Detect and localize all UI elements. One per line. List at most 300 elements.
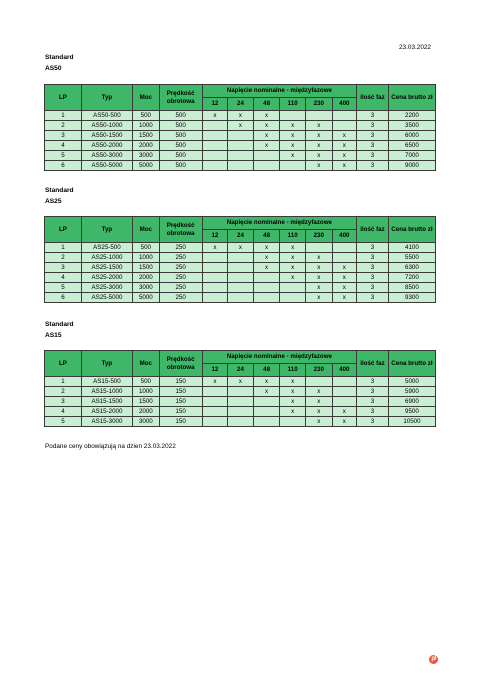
- cell-voltage-mark: x: [202, 377, 228, 387]
- cell-voltage-mark: [305, 111, 332, 121]
- cell-voltage-mark: x: [305, 417, 332, 427]
- cell-voltage-mark: x: [280, 121, 306, 131]
- cell-obroty: 150: [159, 417, 202, 427]
- cell-moc: 500: [133, 111, 160, 121]
- section-standard-label: Standard: [45, 54, 74, 61]
- cell-voltage-mark: x: [305, 141, 332, 151]
- cell-voltage-mark: [202, 161, 228, 171]
- cell-voltage-mark: x: [305, 121, 332, 131]
- header-voltage-text: 24: [237, 100, 244, 107]
- table-header-row: [45, 217, 436, 230]
- cell-typ: AS50-500: [81, 111, 132, 121]
- cell-voltage-mark: [202, 387, 228, 397]
- cell-obroty: 500: [159, 161, 202, 171]
- cell-voltage-mark: x: [280, 253, 306, 263]
- header-moc: [133, 85, 160, 111]
- cell-lp: 5: [45, 283, 82, 293]
- section-model-label: AS25: [45, 197, 62, 205]
- cell-voltage-mark: [280, 417, 306, 427]
- cell-fazy: 3: [357, 161, 389, 171]
- cell-voltage-mark: x: [280, 151, 306, 161]
- cell-voltage-mark: [253, 397, 280, 407]
- cell-voltage-mark: x: [253, 263, 280, 273]
- cell-lp: 5: [45, 417, 82, 427]
- cell-voltage-mark: x: [280, 387, 306, 397]
- header-voltage: [332, 364, 357, 377]
- cell-moc: 5000: [133, 293, 160, 303]
- table-row: [45, 131, 436, 141]
- cell-voltage-mark: x: [280, 273, 306, 283]
- section-standard-label: Standard: [45, 187, 74, 194]
- cell-moc: 1500: [133, 131, 160, 141]
- cell-obroty: 250: [159, 273, 202, 283]
- cell-moc: 1500: [133, 263, 160, 273]
- cell-voltage-mark: x: [305, 293, 332, 303]
- table-row: [45, 151, 436, 161]
- section-label: [45, 320, 74, 341]
- header-moc-text: Moc: [139, 359, 152, 367]
- price-table-as50: [44, 84, 436, 171]
- cell-voltage-mark: x: [253, 141, 280, 151]
- cell-voltage-mark: x: [228, 243, 254, 253]
- cell-obroty: 250: [159, 243, 202, 253]
- header-ilosc-faz: [357, 217, 389, 243]
- cell-voltage-mark: x: [305, 407, 332, 417]
- cell-obroty: 150: [159, 387, 202, 397]
- header-napiecie-text: Napięcie nominalne - międzyfazowe: [226, 219, 332, 226]
- header-voltage-text: 400: [339, 232, 350, 239]
- price-validity-note: Podane ceny obowiązują na dzien 23.03.2022: [45, 443, 176, 450]
- cell-voltage-mark: x: [280, 243, 306, 253]
- cell-lp: 2: [45, 387, 82, 397]
- header-moc: [133, 351, 160, 377]
- cell-fazy: 3: [357, 377, 389, 387]
- header-voltage: [305, 230, 332, 243]
- cell-voltage-mark: x: [253, 131, 280, 141]
- header-voltage: [228, 364, 254, 377]
- cell-voltage-mark: [280, 111, 306, 121]
- header-napiecie-text: Napięcie nominalne - międzyfazowe: [226, 353, 332, 360]
- cell-voltage-mark: [228, 253, 254, 263]
- header-typ: [81, 217, 132, 243]
- cell-voltage-mark: x: [228, 377, 254, 387]
- lento-watermark-logo: [386, 651, 438, 669]
- cell-voltage-mark: [228, 407, 254, 417]
- cell-voltage-mark: [280, 293, 306, 303]
- header-typ: [81, 85, 132, 111]
- cell-typ: AS50-1000: [81, 121, 132, 131]
- cell-cena: 7200: [388, 273, 435, 283]
- cell-fazy: 3: [357, 273, 389, 283]
- cell-voltage-mark: x: [280, 377, 306, 387]
- cell-voltage-mark: x: [305, 387, 332, 397]
- cell-cena: 5900: [388, 387, 435, 397]
- cell-fazy: 3: [357, 141, 389, 151]
- header-moc-text: Moc: [139, 225, 152, 233]
- cell-obroty: 250: [159, 253, 202, 263]
- cell-lp: 2: [45, 121, 82, 131]
- table-row: [45, 397, 436, 407]
- cell-obroty: 150: [159, 407, 202, 417]
- cell-voltage-mark: x: [228, 121, 254, 131]
- cell-voltage-mark: [332, 243, 357, 253]
- header-predkosc-text: Prędkość obrotowa: [166, 89, 195, 105]
- cell-voltage-mark: x: [228, 111, 254, 121]
- cell-voltage-mark: [202, 131, 228, 141]
- cell-lp: 4: [45, 273, 82, 283]
- header-voltage: [228, 98, 254, 111]
- header-voltage-text: 12: [211, 366, 219, 373]
- cell-voltage-mark: x: [280, 263, 306, 273]
- cell-voltage-mark: [202, 293, 228, 303]
- cell-obroty: 500: [159, 141, 202, 151]
- cell-voltage-mark: [253, 293, 280, 303]
- table-row: [45, 407, 436, 417]
- cell-voltage-mark: [202, 407, 228, 417]
- cell-voltage-mark: x: [253, 111, 280, 121]
- cell-voltage-mark: [332, 387, 357, 397]
- table-row: [45, 377, 436, 387]
- header-voltage-text: 24: [237, 366, 244, 373]
- header-voltage-text: 400: [339, 100, 350, 107]
- watermark-suffix-badge: pl: [429, 655, 438, 664]
- cell-cena: 5000: [388, 377, 435, 387]
- cell-voltage-mark: x: [332, 151, 357, 161]
- cell-lp: 3: [45, 131, 82, 141]
- header-voltage: [305, 98, 332, 111]
- cell-voltage-mark: x: [305, 283, 332, 293]
- cell-obroty: 250: [159, 283, 202, 293]
- header-lp-text: LP: [58, 359, 67, 367]
- cell-voltage-mark: [253, 283, 280, 293]
- cell-moc: 3000: [133, 151, 160, 161]
- cell-typ: AS50-5000: [81, 161, 132, 171]
- cell-lp: 1: [45, 111, 82, 121]
- cell-obroty: 500: [159, 111, 202, 121]
- cell-cena: 9300: [388, 293, 435, 303]
- cell-voltage-mark: x: [332, 407, 357, 417]
- header-cena: [388, 351, 435, 377]
- cell-voltage-mark: x: [280, 397, 306, 407]
- cell-fazy: 3: [357, 121, 389, 131]
- header-voltage-text: 230: [313, 100, 324, 107]
- table-row: [45, 417, 436, 427]
- cell-voltage-mark: [228, 283, 254, 293]
- cell-voltage-mark: [253, 417, 280, 427]
- cell-voltage-mark: [228, 397, 254, 407]
- header-lp: [45, 351, 82, 377]
- price-table-as25: [44, 216, 436, 303]
- cell-lp: 1: [45, 243, 82, 253]
- cell-fazy: 3: [357, 253, 389, 263]
- cell-lp: 3: [45, 397, 82, 407]
- table-row: [45, 263, 436, 273]
- cell-obroty: 500: [159, 131, 202, 141]
- cell-voltage-mark: x: [332, 293, 357, 303]
- header-voltage: [280, 364, 306, 377]
- cell-typ: AS25-2000: [81, 273, 132, 283]
- cell-cena: 10500: [388, 417, 435, 427]
- cell-cena: 4100: [388, 243, 435, 253]
- table-row: [45, 387, 436, 397]
- cell-moc: 2000: [133, 273, 160, 283]
- header-ilosc-faz: [357, 351, 389, 377]
- cell-lp: 5: [45, 151, 82, 161]
- cell-typ: AS25-3000: [81, 283, 132, 293]
- cell-fazy: 3: [357, 263, 389, 273]
- cell-voltage-mark: [202, 121, 228, 131]
- cell-voltage-mark: x: [253, 243, 280, 253]
- header-napiecie: [202, 85, 357, 98]
- section-model-label: AS15: [45, 331, 62, 339]
- cell-voltage-mark: [228, 273, 254, 283]
- cell-voltage-mark: x: [305, 131, 332, 141]
- header-predkosc-text: Prędkość obrotowa: [166, 355, 195, 371]
- cell-voltage-mark: x: [332, 161, 357, 171]
- cell-fazy: 3: [357, 293, 389, 303]
- cell-voltage-mark: [228, 417, 254, 427]
- table-row: [45, 243, 436, 253]
- cell-obroty: 150: [159, 377, 202, 387]
- header-cena: [388, 217, 435, 243]
- cell-voltage-mark: x: [253, 377, 280, 387]
- header-predkosc: [159, 217, 202, 243]
- header-voltage: [253, 98, 280, 111]
- cell-voltage-mark: x: [305, 273, 332, 283]
- header-napiecie: [202, 217, 357, 230]
- cell-lp: 4: [45, 407, 82, 417]
- cell-fazy: 3: [357, 283, 389, 293]
- cell-voltage-mark: [202, 253, 228, 263]
- cell-voltage-mark: [253, 161, 280, 171]
- cell-voltage-mark: x: [253, 387, 280, 397]
- header-predkosc: [159, 351, 202, 377]
- header-voltage: [280, 98, 306, 111]
- cell-fazy: 3: [357, 243, 389, 253]
- header-typ: [81, 351, 132, 377]
- header-predkosc-text: Prędkość obrotowa: [166, 221, 195, 237]
- header-lp: [45, 217, 82, 243]
- watermark-brand: Lento: [386, 651, 428, 668]
- cell-voltage-mark: [228, 131, 254, 141]
- cell-voltage-mark: x: [253, 253, 280, 263]
- cell-moc: 1000: [133, 121, 160, 131]
- section-label: [45, 53, 74, 74]
- cell-obroty: 500: [159, 151, 202, 161]
- header-cena-text: Cena brutto zł: [391, 93, 433, 101]
- cell-lp: 4: [45, 141, 82, 151]
- cell-voltage-mark: [202, 141, 228, 151]
- cell-voltage-mark: [332, 121, 357, 131]
- cell-voltage-mark: x: [332, 131, 357, 141]
- cell-voltage-mark: [332, 111, 357, 121]
- cell-typ: AS15-1500: [81, 397, 132, 407]
- header-voltage-text: 230: [313, 232, 324, 239]
- cell-typ: AS25-1500: [81, 263, 132, 273]
- section-label: [45, 186, 74, 207]
- price-table-as15: [44, 350, 436, 427]
- header-typ-text: Typ: [101, 225, 113, 233]
- header-ilosc-faz-text: ilość faz: [360, 359, 385, 367]
- cell-lp: 6: [45, 293, 82, 303]
- cell-typ: AS50-3000: [81, 151, 132, 161]
- cell-obroty: 500: [159, 121, 202, 131]
- cell-fazy: 3: [357, 111, 389, 121]
- cell-typ: AS50-2000: [81, 141, 132, 151]
- header-voltage-text: 110: [287, 366, 298, 373]
- cell-fazy: 3: [357, 397, 389, 407]
- header-voltage: [202, 364, 228, 377]
- cell-fazy: 3: [357, 417, 389, 427]
- table-header-row: [45, 85, 436, 98]
- cell-cena: 9000: [388, 161, 435, 171]
- cell-voltage-mark: [202, 151, 228, 161]
- header-voltage-text: 110: [287, 232, 298, 239]
- cell-voltage-mark: x: [305, 263, 332, 273]
- section-standard-label: Standard: [45, 321, 74, 328]
- cell-moc: 3000: [133, 417, 160, 427]
- header-cena-text: Cena brutto zł: [391, 359, 433, 367]
- header-lp-text: LP: [58, 225, 67, 233]
- cell-voltage-mark: [280, 161, 306, 171]
- header-voltage: [332, 230, 357, 243]
- cell-voltage-mark: [202, 263, 228, 273]
- header-moc: [133, 217, 160, 243]
- header-voltage: [202, 98, 228, 111]
- cell-voltage-mark: x: [280, 131, 306, 141]
- cell-lp: 3: [45, 263, 82, 273]
- cell-moc: 1500: [133, 397, 160, 407]
- cell-fazy: 3: [357, 131, 389, 141]
- cell-voltage-mark: x: [305, 161, 332, 171]
- header-predkosc: [159, 85, 202, 111]
- table-row: [45, 121, 436, 131]
- header-voltage: [228, 230, 254, 243]
- header-voltage: [202, 230, 228, 243]
- cell-moc: 2000: [133, 407, 160, 417]
- cell-moc: 3000: [133, 283, 160, 293]
- cell-voltage-mark: [305, 243, 332, 253]
- header-cena-text: Cena brutto zł: [391, 225, 433, 233]
- header-voltage-text: 12: [211, 100, 219, 107]
- cell-obroty: 250: [159, 263, 202, 273]
- cell-voltage-mark: x: [332, 417, 357, 427]
- header-voltage-text: 48: [263, 100, 271, 107]
- cell-voltage-mark: [332, 253, 357, 263]
- header-lp-text: LP: [58, 93, 67, 101]
- cell-lp: 1: [45, 377, 82, 387]
- cell-obroty: 150: [159, 397, 202, 407]
- header-typ-text: Typ: [101, 93, 113, 101]
- cell-voltage-mark: [202, 417, 228, 427]
- cell-typ: AS15-2000: [81, 407, 132, 417]
- cell-cena: 9500: [388, 407, 435, 417]
- cell-cena: 6500: [388, 141, 435, 151]
- cell-voltage-mark: [202, 397, 228, 407]
- table-row: [45, 253, 436, 263]
- cell-voltage-mark: [332, 397, 357, 407]
- cell-voltage-mark: [332, 377, 357, 387]
- cell-cena: 8500: [388, 283, 435, 293]
- cell-moc: 2000: [133, 141, 160, 151]
- header-voltage-text: 12: [211, 232, 219, 239]
- cell-voltage-mark: x: [202, 243, 228, 253]
- cell-voltage-mark: x: [332, 263, 357, 273]
- cell-voltage-mark: [228, 387, 254, 397]
- cell-cena: 5500: [388, 253, 435, 263]
- header-voltage-text: 48: [263, 366, 271, 373]
- header-voltage: [332, 98, 357, 111]
- header-ilosc-faz-text: ilość faz: [360, 225, 385, 233]
- cell-voltage-mark: [253, 273, 280, 283]
- header-napiecie-text: Napięcie nominalne - międzyfazowe: [226, 87, 332, 94]
- cell-typ: AS15-1000: [81, 387, 132, 397]
- header-typ-text: Typ: [101, 359, 113, 367]
- table-row: [45, 141, 436, 151]
- cell-voltage-mark: [228, 293, 254, 303]
- cell-voltage-mark: [228, 263, 254, 273]
- table-row: [45, 283, 436, 293]
- cell-voltage-mark: x: [305, 397, 332, 407]
- header-moc-text: Moc: [139, 93, 152, 101]
- header-ilosc-faz-text: ilość faz: [360, 93, 385, 101]
- cell-moc: 500: [133, 243, 160, 253]
- cell-moc: 5000: [133, 161, 160, 171]
- cell-fazy: 3: [357, 407, 389, 417]
- cell-typ: AS50-1500: [81, 131, 132, 141]
- cell-voltage-mark: [202, 273, 228, 283]
- cell-typ: AS15-500: [81, 377, 132, 387]
- cell-voltage-mark: x: [280, 141, 306, 151]
- cell-voltage-mark: x: [332, 141, 357, 151]
- cell-voltage-mark: [228, 141, 254, 151]
- header-ilosc-faz: [357, 85, 389, 111]
- cell-cena: 6900: [388, 397, 435, 407]
- cell-obroty: 250: [159, 293, 202, 303]
- cell-voltage-mark: x: [332, 273, 357, 283]
- cell-voltage-mark: x: [332, 283, 357, 293]
- cell-typ: AS15-3000: [81, 417, 132, 427]
- cell-lp: 6: [45, 161, 82, 171]
- header-voltage-text: 230: [313, 366, 324, 373]
- header-voltage-text: 48: [263, 232, 271, 239]
- cell-voltage-mark: [253, 407, 280, 417]
- cell-voltage-mark: [280, 283, 306, 293]
- table-row: [45, 293, 436, 303]
- header-voltage: [305, 364, 332, 377]
- cell-cena: 6300: [388, 263, 435, 273]
- cell-fazy: 3: [357, 387, 389, 397]
- header-voltage-text: 110: [287, 100, 298, 107]
- cell-voltage-mark: x: [305, 253, 332, 263]
- header-voltage-text: 400: [339, 366, 350, 373]
- cell-voltage-mark: [228, 161, 254, 171]
- header-voltage-text: 24: [237, 232, 244, 239]
- cell-voltage-mark: [228, 151, 254, 161]
- cell-moc: 1000: [133, 253, 160, 263]
- header-lp: [45, 85, 82, 111]
- section-model-label: AS50: [45, 64, 62, 72]
- table-header-row: [45, 351, 436, 364]
- cell-typ: AS25-1000: [81, 253, 132, 263]
- cell-voltage-mark: x: [202, 111, 228, 121]
- cell-cena: 6000: [388, 131, 435, 141]
- cell-cena: 7000: [388, 151, 435, 161]
- cell-moc: 500: [133, 377, 160, 387]
- cell-voltage-mark: x: [280, 407, 306, 417]
- cell-voltage-mark: x: [253, 121, 280, 131]
- cell-voltage-mark: x: [305, 151, 332, 161]
